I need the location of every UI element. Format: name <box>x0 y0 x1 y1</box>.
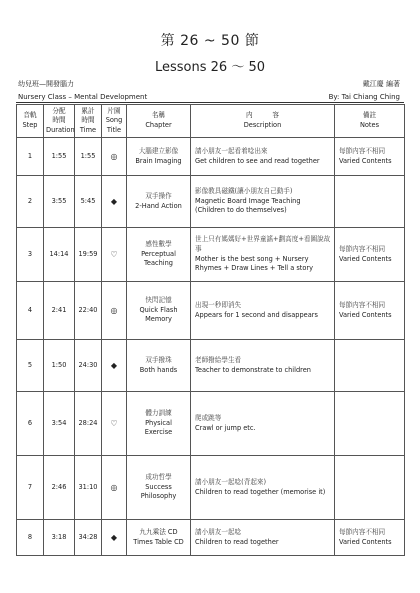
step-cell: 1 <box>17 138 44 176</box>
header-chapter: 名稱 Chapter <box>127 105 191 138</box>
notes-cell: 每節内容不相同 Varied Contents <box>335 228 405 282</box>
notes-cell <box>335 176 405 228</box>
table-row <box>17 282 405 340</box>
bullseye-icon: ◎ <box>102 138 127 176</box>
time-cell: 5:45 <box>75 176 102 228</box>
bullseye-icon: ◎ <box>102 456 127 520</box>
time-cell: 31:10 <box>75 456 102 520</box>
diamond-icon: ◆ <box>102 520 127 556</box>
subtitle-chinese: 幼兒班—開發腦力 <box>18 80 74 88</box>
header-step: 音軌 Step <box>17 105 44 138</box>
description-cell: 老師撥給學生看 Teacher to demonstrate to children <box>191 340 335 392</box>
header-duration: 分配 時間 Duration <box>44 105 75 138</box>
diamond-icon: ◆ <box>102 176 127 228</box>
duration-cell: 3:55 <box>44 176 75 228</box>
chapter-cell: 體力訓練 Physical Exercise <box>127 392 191 456</box>
table-row <box>17 392 405 456</box>
notes-cell <box>335 340 405 392</box>
chapter-cell: 快閃記憶 Quick Flash Memory <box>127 282 191 340</box>
duration-cell: 1:55 <box>44 138 75 176</box>
table-row <box>17 228 405 282</box>
chapter-cell: 成功哲學 Success Philosophy <box>127 456 191 520</box>
notes-cell <box>335 392 405 456</box>
time-cell: 22:40 <box>75 282 102 340</box>
chapter-cell: 感性數學 Perceptual Teaching <box>127 228 191 282</box>
author-english: By: Tai Chiang Ching <box>328 93 400 101</box>
author-chinese: 戴江慶 編著 <box>362 80 400 88</box>
chapter-cell: 双手撥珠 Both hands <box>127 340 191 392</box>
chapter-cell: 九九乘法 CD Times Table CD <box>127 520 191 556</box>
subtitle-english: Nursery Class – Mental Development <box>18 93 148 101</box>
time-cell: 1:55 <box>75 138 102 176</box>
diamond-icon: ◆ <box>102 340 127 392</box>
description-cell: 爬或跳等 Crawl or jump etc. <box>191 392 335 456</box>
step-cell: 4 <box>17 282 44 340</box>
notes-cell: 每節内容不相同 Varied Contents <box>335 520 405 556</box>
table-row <box>17 138 405 176</box>
description-cell: 請小朋友一起唸(背起來) Children to read together (memorise it) <box>191 456 335 520</box>
table-row <box>17 176 405 228</box>
table-row <box>17 456 405 520</box>
step-cell: 8 <box>17 520 44 556</box>
step-cell: 7 <box>17 456 44 520</box>
lesson-table <box>16 104 405 556</box>
header-notes: 備註 Notes <box>335 105 405 138</box>
step-cell: 5 <box>17 340 44 392</box>
time-cell: 28:24 <box>75 392 102 456</box>
page-title-chinese: 第 26 ~ 50 節 <box>160 33 260 49</box>
header-divider <box>16 102 404 103</box>
header-description: 内 容 Description <box>191 105 335 138</box>
table-row <box>17 520 405 556</box>
step-cell: 6 <box>17 392 44 456</box>
description-cell: 請小朋友一起唸 Children to read together <box>191 520 335 556</box>
notes-cell: 每節内容不相同 Varied Contents <box>335 138 405 176</box>
duration-cell: 14:14 <box>44 228 75 282</box>
header-time: 累計 時間 Time <box>75 105 102 138</box>
description-cell: 出現一秒即消失 Appears for 1 second and disappears <box>191 282 335 340</box>
duration-cell: 2:41 <box>44 282 75 340</box>
notes-cell <box>335 456 405 520</box>
description-cell: 世上只有媽媽好+世界童謠+劃高度+看圖說故事 Mother is the best song + Nursery Rhymes + Draw Lines + Tell a story <box>191 228 335 282</box>
step-cell: 3 <box>17 228 44 282</box>
notes-cell: 每節内容不相同 Varied Contents <box>335 282 405 340</box>
duration-cell: 3:18 <box>44 520 75 556</box>
duration-cell: 2:46 <box>44 456 75 520</box>
description-cell: 影像教具磁鐵(讓小朋友自己動手) Magnetic Board Image Teaching (Children to do themselves) <box>191 176 335 228</box>
duration-cell: 1:50 <box>44 340 75 392</box>
chapter-cell: 大腦建立影像 Brain Imaging <box>127 138 191 176</box>
bullseye-icon: ◎ <box>102 282 127 340</box>
time-cell: 34:28 <box>75 520 102 556</box>
time-cell: 24:30 <box>75 340 102 392</box>
heart-icon: ♡ <box>102 228 127 282</box>
duration-cell: 3:54 <box>44 392 75 456</box>
header-song-title: 片園 Song Title <box>102 105 127 138</box>
description-cell: 請小朋友一起看着唸出來 Get children to see and read together <box>191 138 335 176</box>
page-title-english: Lessons 26 ～ 50 <box>154 60 265 75</box>
table-header-row <box>17 105 405 138</box>
heart-icon: ♡ <box>102 392 127 456</box>
table-row <box>17 340 405 392</box>
step-cell: 2 <box>17 176 44 228</box>
chapter-cell: 双手操作 2-Hand Action <box>127 176 191 228</box>
time-cell: 19:59 <box>75 228 102 282</box>
